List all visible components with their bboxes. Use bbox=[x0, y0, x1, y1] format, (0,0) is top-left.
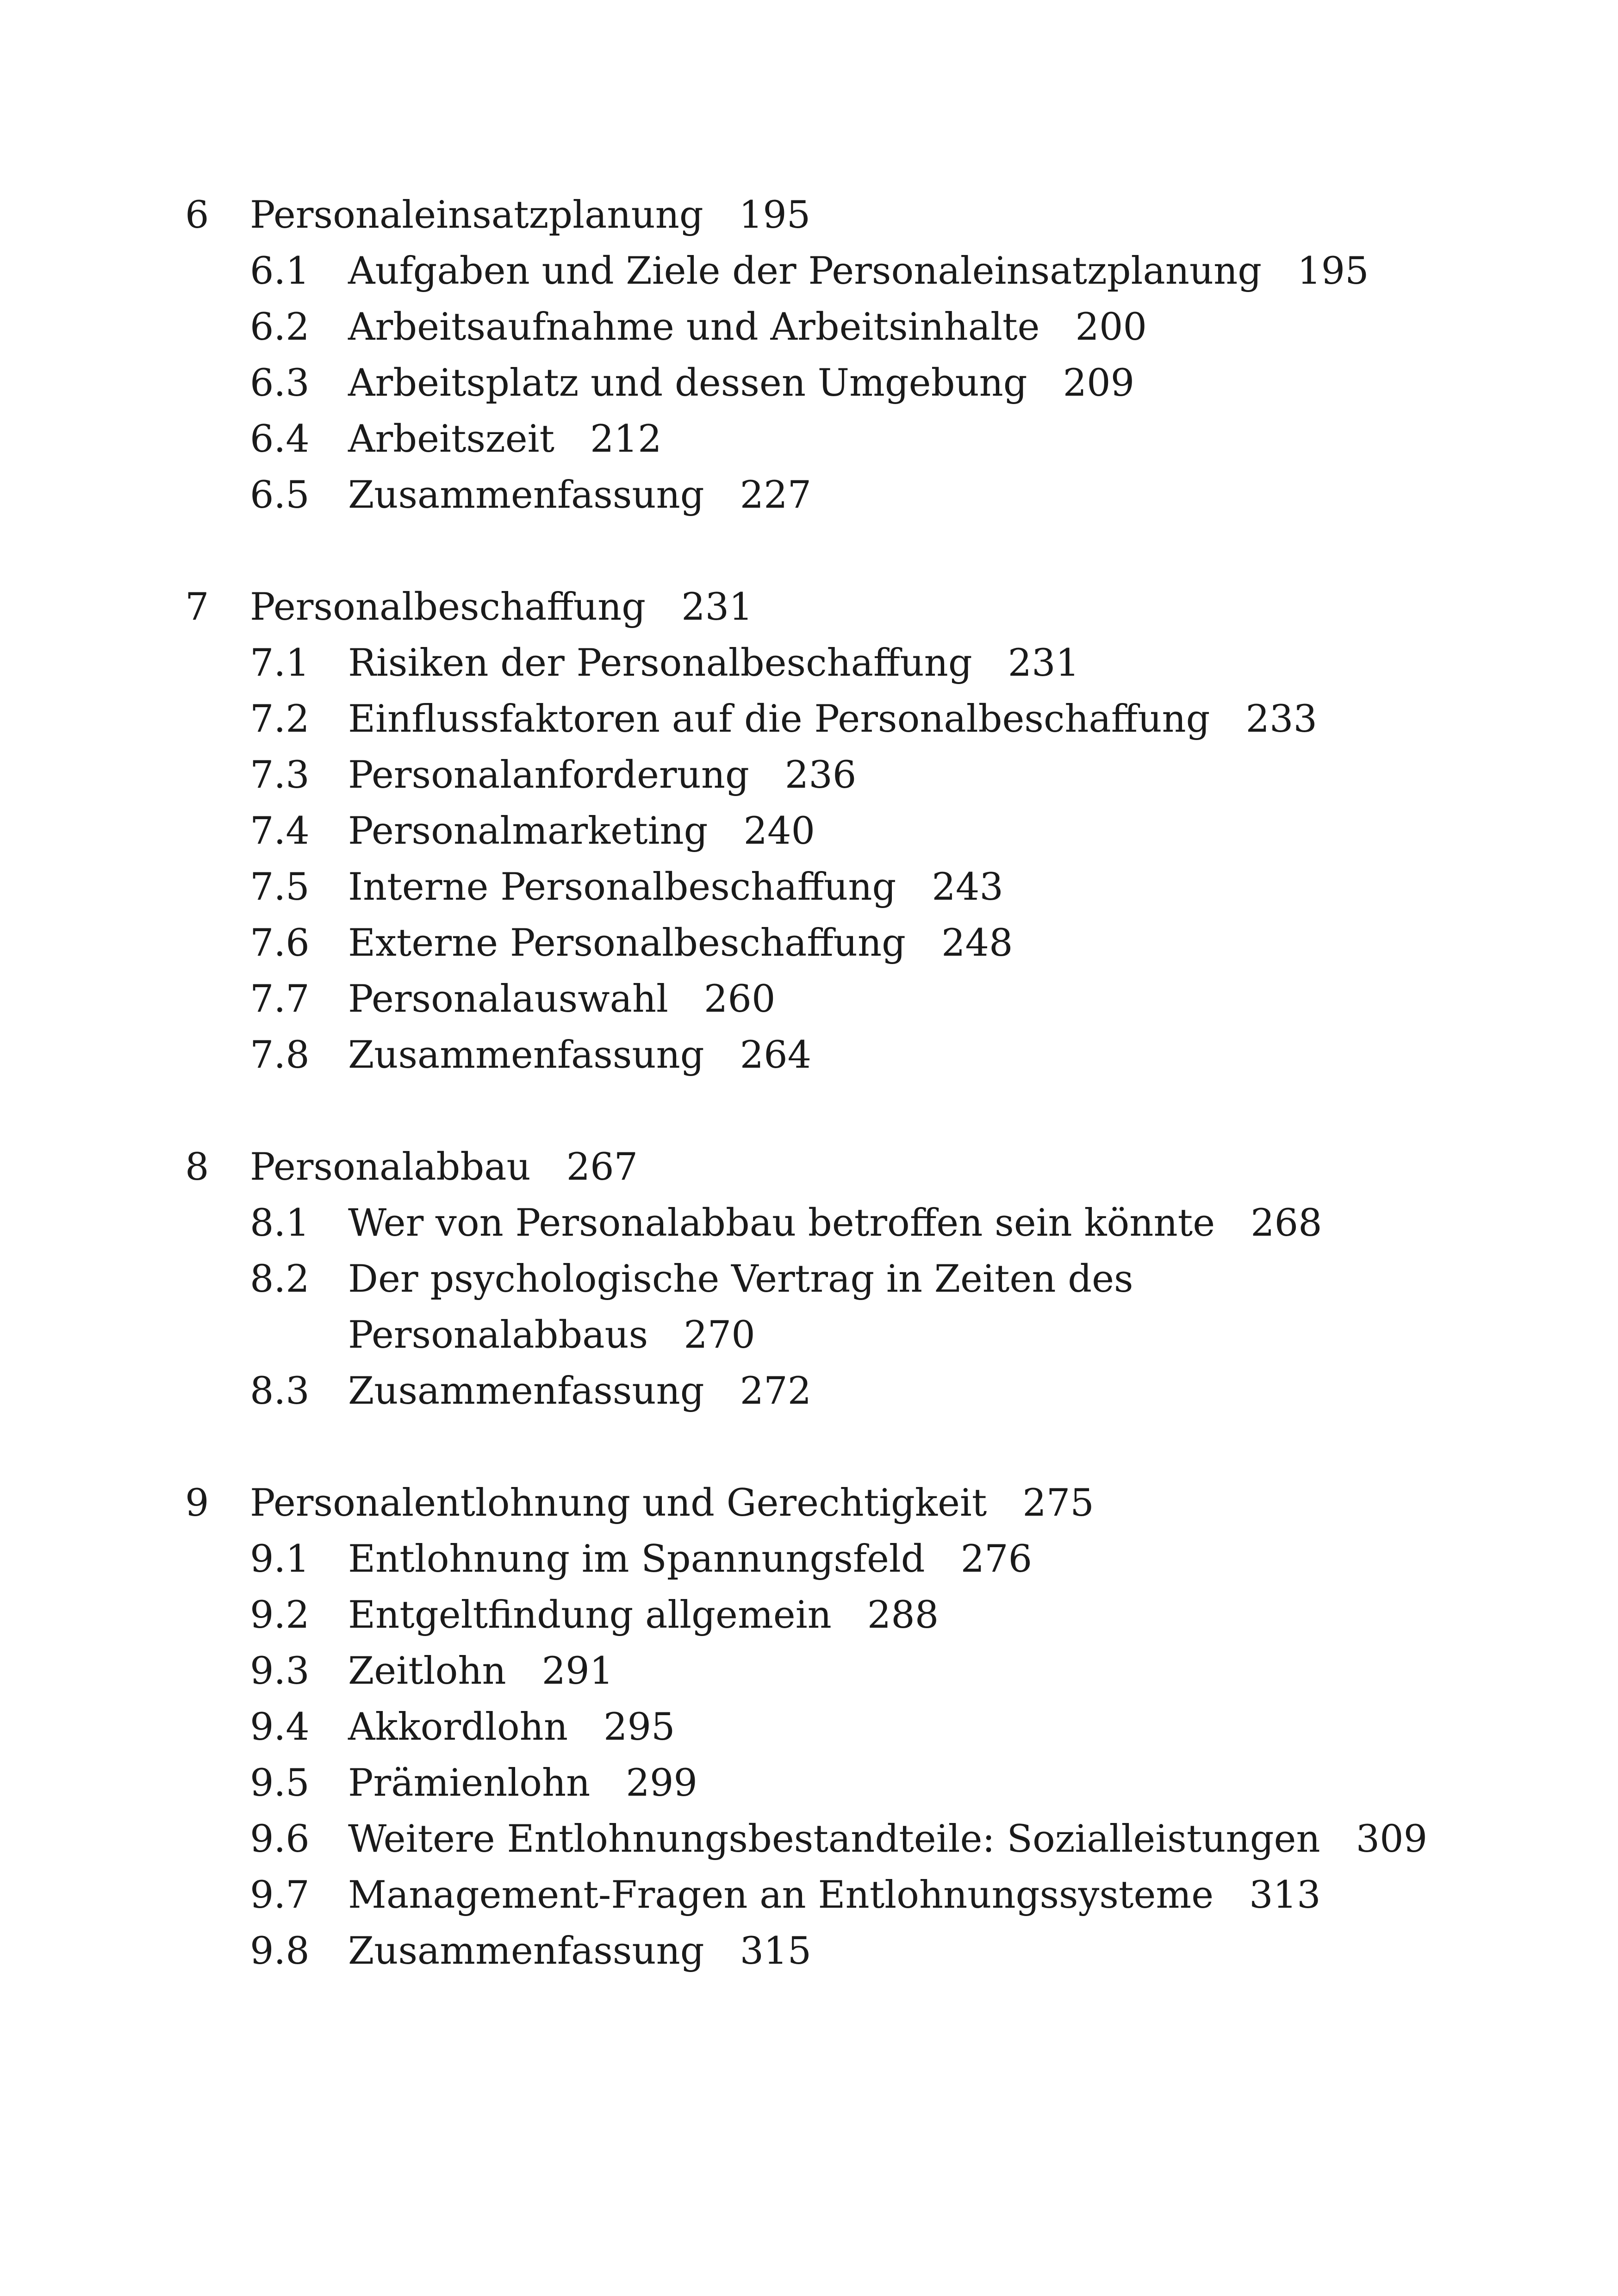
section-number: 9.7 bbox=[250, 1873, 310, 1917]
section-page: 236 bbox=[784, 753, 857, 797]
section-title: Entgeltfindung allgemein bbox=[348, 1593, 832, 1637]
section-page: 272 bbox=[740, 1369, 812, 1413]
section-title: Akkordlohn bbox=[348, 1705, 568, 1749]
section-number: 7.4 bbox=[250, 809, 310, 853]
section-title: Externe Personalbeschaffung bbox=[348, 921, 906, 965]
section-title: Zeitlohn bbox=[348, 1649, 506, 1693]
section-page: 291 bbox=[541, 1649, 614, 1693]
section-title-continued: Personalabbaus bbox=[348, 1313, 648, 1357]
section-title: Prämienlohn bbox=[348, 1761, 591, 1805]
section-title: Einflussfaktoren auf die Personalbeschaffung bbox=[348, 697, 1210, 741]
section-number: 7.5 bbox=[250, 865, 310, 909]
section-title: Risiken der Personalbeschaffung bbox=[348, 641, 972, 685]
section-page: 288 bbox=[867, 1593, 939, 1637]
section-title: Arbeitsplatz und dessen Umgebung bbox=[348, 361, 1027, 405]
section-number: 7.2 bbox=[250, 697, 310, 741]
section-number: 8.2 bbox=[250, 1257, 310, 1301]
section-title: Personalanforderung bbox=[348, 753, 749, 797]
section-title: Zusammenfassung bbox=[348, 1033, 704, 1077]
section-number: 6.3 bbox=[250, 361, 310, 405]
chapter-title: Personaleinsatzplanung bbox=[250, 193, 703, 237]
section-number: 7.1 bbox=[250, 641, 310, 685]
section-title: Aufgaben und Ziele der Personaleinsatzplanung bbox=[348, 249, 1262, 293]
section-number: 7.6 bbox=[250, 921, 310, 965]
section-page: 276 bbox=[960, 1537, 1033, 1581]
section-title: Entlohnung im Spannungsfeld bbox=[348, 1537, 925, 1581]
section-number: 9.1 bbox=[250, 1537, 310, 1581]
chapter-number: 6 bbox=[185, 193, 209, 237]
section-number: 6.2 bbox=[250, 305, 310, 349]
chapter-page: 267 bbox=[566, 1145, 638, 1189]
section-number: 8.1 bbox=[250, 1201, 310, 1245]
section-page: 231 bbox=[1008, 641, 1080, 685]
section-page: 264 bbox=[740, 1033, 812, 1077]
section-number: 9.3 bbox=[250, 1649, 310, 1693]
section-number: 7.8 bbox=[250, 1033, 310, 1077]
section-page: 309 bbox=[1356, 1817, 1428, 1861]
chapter-title: Personalbeschaffung bbox=[250, 585, 646, 629]
section-page: 313 bbox=[1249, 1873, 1321, 1917]
section-page: 240 bbox=[743, 809, 815, 853]
section-page: 315 bbox=[740, 1929, 812, 1973]
section-title: Weitere Entlohnungsbestandteile: Sozialleistungen bbox=[348, 1817, 1320, 1861]
section-page: 260 bbox=[703, 977, 776, 1021]
chapter-title: Personalabbau bbox=[250, 1145, 531, 1189]
section-number: 6.4 bbox=[250, 417, 310, 461]
section-number: 7.7 bbox=[250, 977, 310, 1021]
section-number: 9.6 bbox=[250, 1817, 310, 1861]
section-number: 9.2 bbox=[250, 1593, 310, 1637]
section-number: 9.4 bbox=[250, 1705, 310, 1749]
section-page: 200 bbox=[1075, 305, 1147, 349]
section-number: 7.3 bbox=[250, 753, 310, 797]
chapter-page: 275 bbox=[1022, 1481, 1094, 1525]
section-title: Zusammenfassung bbox=[348, 473, 704, 517]
section-page: 248 bbox=[941, 921, 1013, 965]
chapter-number: 9 bbox=[185, 1481, 209, 1525]
section-title: Interne Personalbeschaffung bbox=[348, 865, 896, 909]
chapter-page: 231 bbox=[681, 585, 753, 629]
section-page: 295 bbox=[603, 1705, 675, 1749]
section-page: 233 bbox=[1245, 697, 1318, 741]
section-title: Arbeitszeit bbox=[348, 417, 555, 461]
section-page: 268 bbox=[1251, 1201, 1322, 1245]
section-number: 9.8 bbox=[250, 1929, 310, 1973]
section-title: Zusammenfassung bbox=[348, 1369, 704, 1413]
section-page: 243 bbox=[932, 865, 1003, 909]
section-title: Personalmarketing bbox=[348, 809, 708, 853]
section-number: 9.5 bbox=[250, 1761, 310, 1805]
chapter-title: Personalentlohnung und Gerechtigkeit bbox=[250, 1481, 987, 1525]
section-page: 212 bbox=[590, 417, 662, 461]
section-page: 227 bbox=[740, 473, 812, 517]
section-title: Wer von Personalabbau betroffen sein könnte bbox=[348, 1201, 1215, 1245]
section-number: 6.5 bbox=[250, 473, 310, 517]
section-title: Management-Fragen an Entlohnungssysteme bbox=[348, 1873, 1214, 1917]
chapter-number: 7 bbox=[185, 585, 209, 629]
section-number: 8.3 bbox=[250, 1369, 310, 1413]
section-page: 195 bbox=[1297, 249, 1369, 293]
section-title: Arbeitsaufnahme und Arbeitsinhalte bbox=[348, 305, 1040, 349]
section-title: Personalauswahl bbox=[348, 977, 668, 1021]
section-title: Zusammenfassung bbox=[348, 1929, 704, 1973]
section-title: Der psychologische Vertrag in Zeiten des bbox=[348, 1257, 1133, 1301]
section-page: 209 bbox=[1063, 361, 1135, 405]
section-number: 6.1 bbox=[250, 249, 310, 293]
chapter-number: 8 bbox=[185, 1145, 209, 1189]
chapter-page: 195 bbox=[739, 193, 811, 237]
section-page: 299 bbox=[626, 1761, 697, 1805]
section-page: 270 bbox=[684, 1313, 755, 1357]
